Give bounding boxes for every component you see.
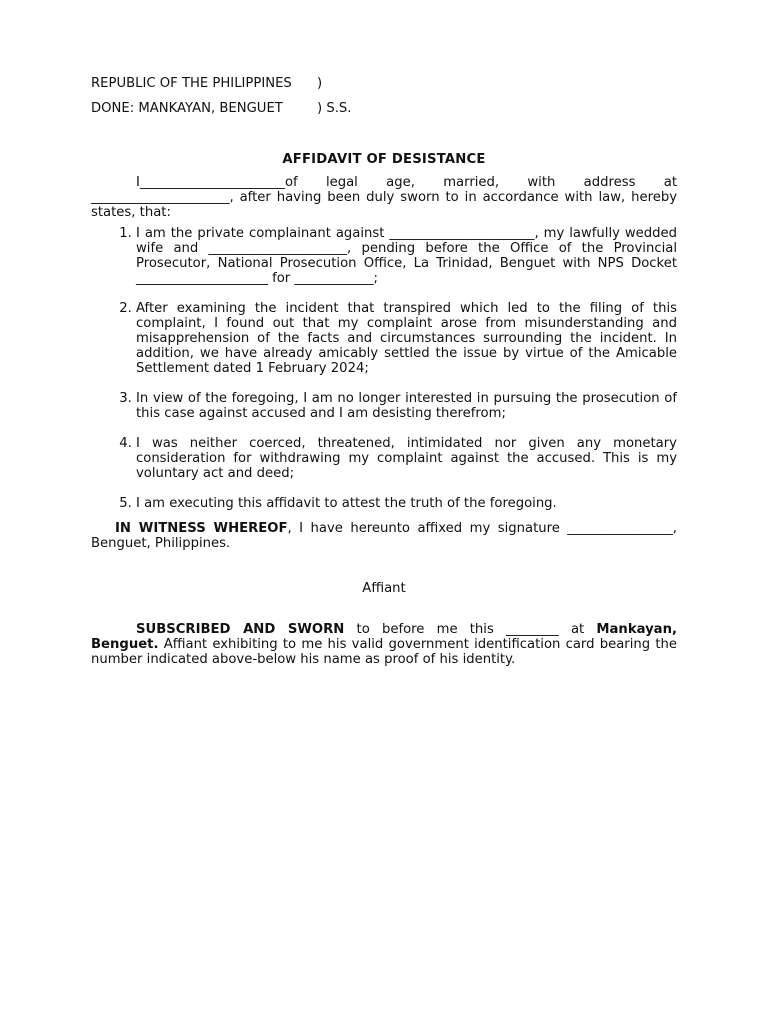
- venue-line-republic: [91, 76, 677, 91]
- affidavit-document: [91, 76, 677, 667]
- intro-text-2: , after having been duly sworn to in accordance with law, hereby states, that:: [91, 190, 677, 220]
- document-title: AFFIDAVIT OF DESISTANCE: [282, 152, 486, 167]
- name-blank: I______________________: [136, 175, 285, 190]
- statement-item-4: 4. I was neither coerced, threatened, intimidated nor given any monetary consideration for withdrawing my complaint against the accused. This is my voluntary act and deed;: [136, 436, 677, 481]
- item-1-text-d: for: [267, 271, 295, 286]
- jurat-place: Mankayan, Benguet.: [91, 622, 677, 652]
- affiant-label: Affiant: [362, 581, 406, 596]
- venue-ss: ) S.S.: [317, 101, 352, 116]
- item-1-text-e: ;: [373, 271, 378, 286]
- item-1-text-b: , my lawfully wedded wife and: [136, 226, 677, 256]
- intro-paragraph: [91, 175, 677, 220]
- item-1-text-a: I am the private complainant against: [136, 226, 390, 241]
- jurat-text-2: Affiant exhibiting to me his valid government identification card bearing the number indicated above-below his name as proof of his identity.: [91, 637, 677, 667]
- item-1-text-c: , pending before the Office of the Provincial Prosecutor, National Prosecution Office, La Trinidad, Benguet with NPS Docket: [136, 241, 677, 271]
- statement-item-1: [136, 226, 677, 286]
- statement-item-5: 5. I am executing this affidavit to attest the truth of the foregoing.: [136, 496, 677, 511]
- intro-text-1: of legal age, married, with address at: [284, 175, 677, 190]
- jurat-heading: SUBSCRIBED AND SWORN: [136, 622, 345, 637]
- witness-paragraph: [91, 521, 677, 551]
- statement-item-3: 3. In view of the foregoing, I am no longer interested in pursuing the prosecution of this case against accused and I am desisting therefrom;: [136, 391, 677, 421]
- witness-heading: IN WITNESS WHEREOF: [115, 521, 288, 536]
- accused-blank: ______________________: [389, 226, 535, 241]
- venue-bracket: ): [317, 76, 323, 91]
- venue-country: REPUBLIC OF THE PHILIPPINES: [91, 76, 292, 91]
- statement-item-2: 2. After examining the incident that transpired which led to the filing of this complaint, I found out that my complaint arose from misunderstanding and misapprehension of the facts and circumstances surrounding the incident. In addition, we have already amicably settled the issue by virtue of the Amicable Settlement dated 1 February 2024;: [136, 301, 677, 376]
- jurat-text-1: to before me this ________ at: [344, 622, 597, 637]
- witness-text: , I have hereunto affixed my signature ________________, Benguet, Philippines.: [91, 521, 677, 551]
- offense-blank: ____________: [294, 271, 374, 286]
- venue-line-done: [91, 101, 677, 116]
- jurat-paragraph: [91, 622, 677, 667]
- docket-blank: ____________________: [136, 271, 268, 286]
- address-blank: _____________________: [91, 190, 230, 205]
- venue-place: DONE: MANKAYAN, BENGUET: [91, 101, 283, 116]
- statement-list: [91, 226, 677, 511]
- spouse-blank: _____________________: [208, 241, 348, 256]
